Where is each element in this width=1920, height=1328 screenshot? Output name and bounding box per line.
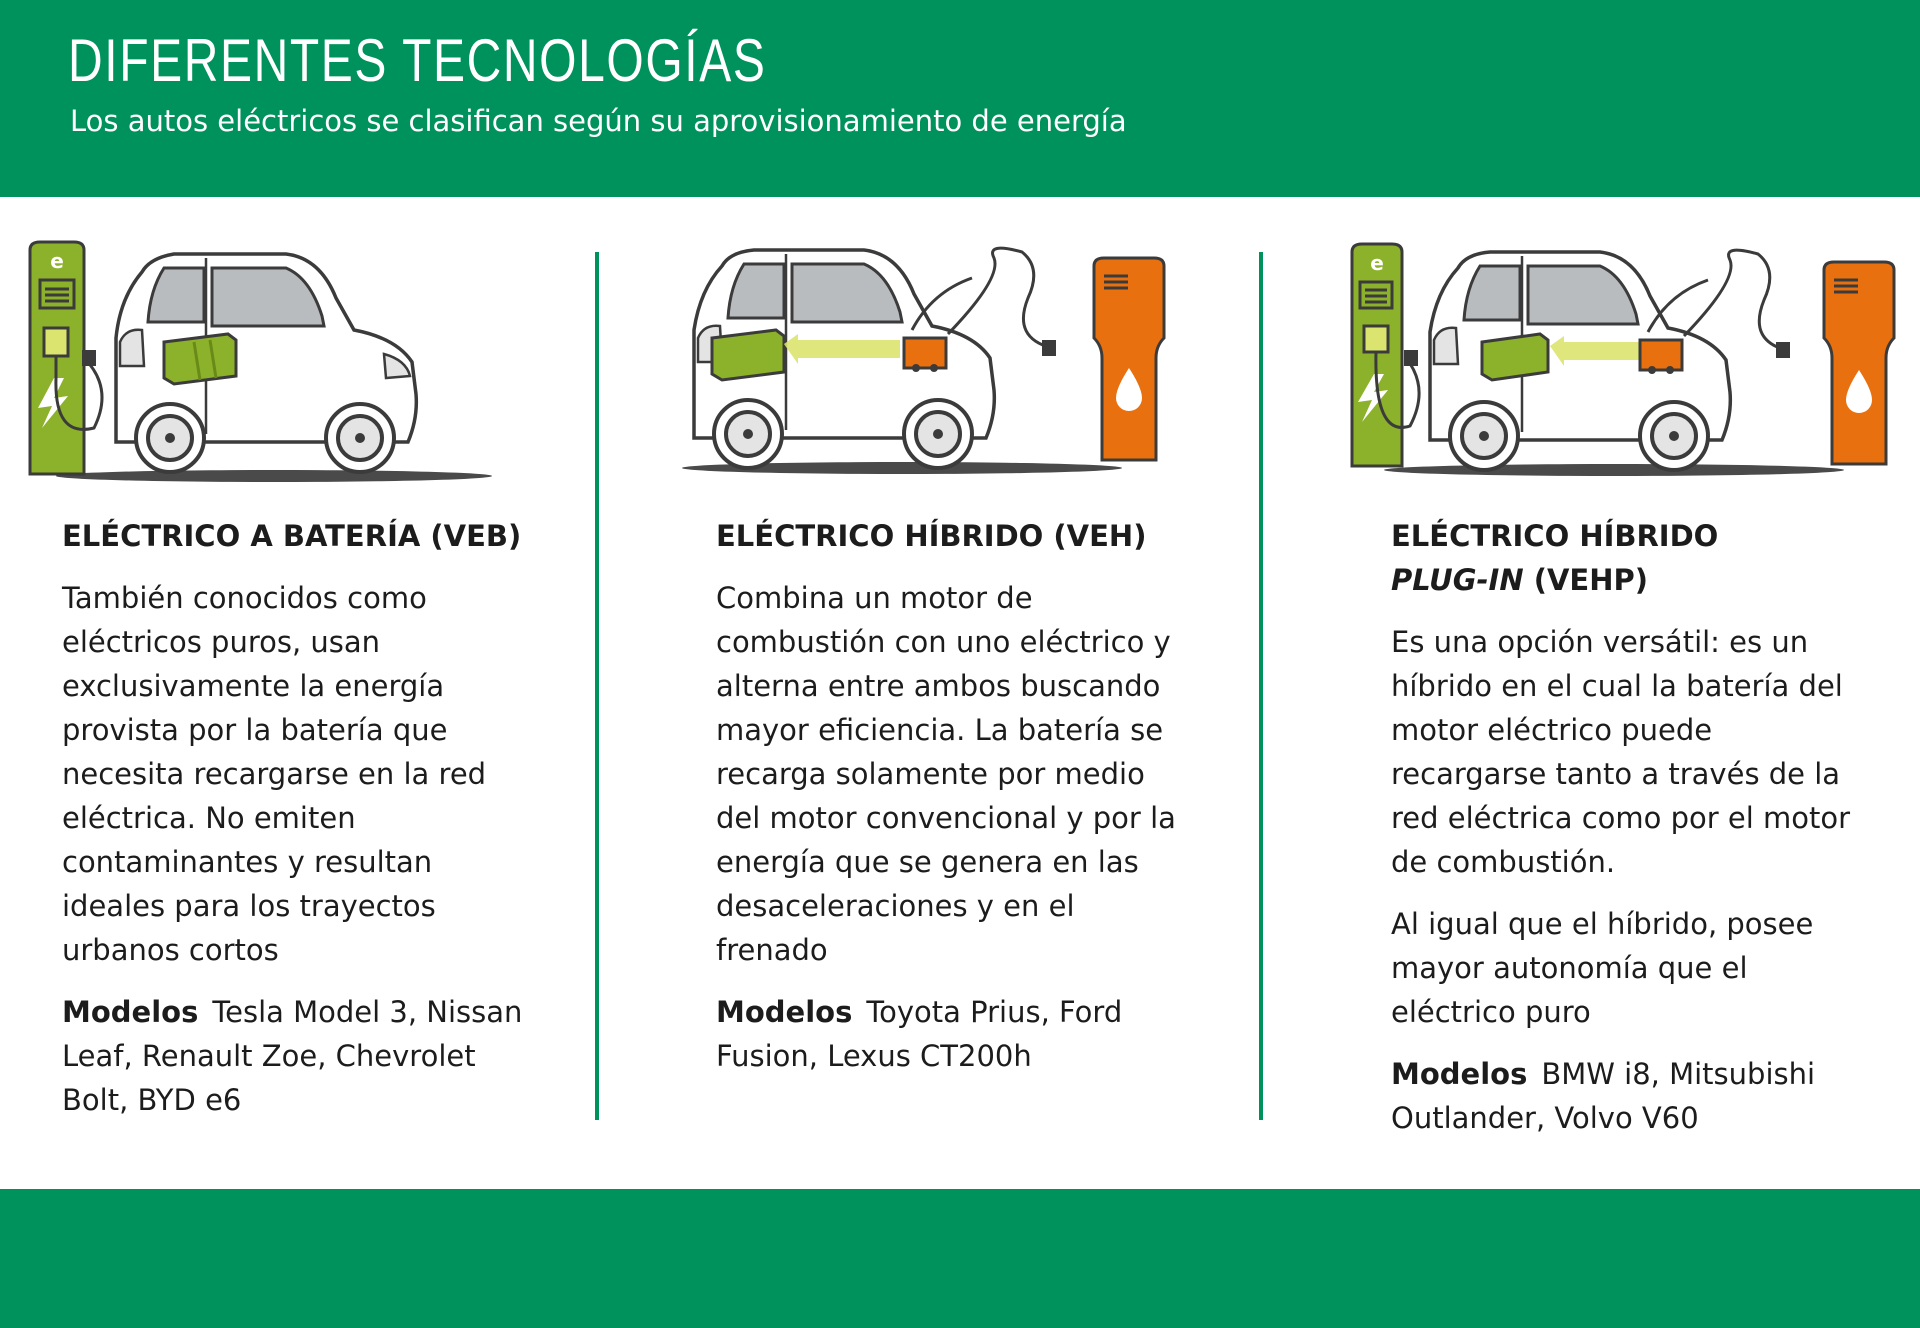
page-title: DIFERENTES TECNOLOGÍAS bbox=[68, 27, 767, 94]
models-list: Tesla Model 3, Nissan Leaf, Renault Zoe, Chevrolet Bolt, BYD e6 bbox=[62, 995, 523, 1117]
column-vehp bbox=[1391, 514, 1861, 1158]
svg-text:e: e bbox=[50, 249, 64, 273]
fuel-pump-icon bbox=[1094, 258, 1164, 460]
column-veb bbox=[62, 514, 532, 1140]
illustration-vehp bbox=[1344, 238, 1904, 484]
plug-icon bbox=[82, 350, 96, 366]
battery-icon bbox=[164, 334, 236, 384]
illustration-veb bbox=[24, 238, 504, 484]
nozzle-icon bbox=[1776, 342, 1790, 358]
models-line bbox=[716, 990, 1186, 1078]
column-heading: ELÉCTRICO A BATERÍA (VEB) bbox=[62, 519, 522, 553]
column-body: Combina un motor de combustión con uno eléctrico y alterna entre ambos buscando mayor eficiencia. La batería se recarga solamente por medio del motor convencional y por la energía que se genera en las desaceleraciones y en el frenado bbox=[716, 581, 1176, 967]
heading-italic: PLUG-IN bbox=[1391, 563, 1524, 597]
fuel-hose bbox=[948, 248, 1052, 348]
illustration-veh bbox=[672, 238, 1172, 484]
models-label: Modelos bbox=[62, 995, 199, 1029]
column-body: Es una opción versátil: es un híbrido en el cual la batería del motor eléctrico puede recargarse tanto a través de la red eléctrica como por el motor de combustión. bbox=[1391, 625, 1851, 879]
column-heading bbox=[1391, 514, 1861, 602]
header-banner bbox=[0, 0, 1920, 197]
ground-shadow bbox=[56, 470, 492, 482]
models-line bbox=[1391, 1052, 1861, 1140]
fuel-pump-icon bbox=[1824, 262, 1894, 464]
page-subtitle: Los autos eléctricos se clasifican según su aprovisionamiento de energía bbox=[70, 104, 1127, 138]
models-line bbox=[62, 990, 532, 1122]
plug-icon bbox=[1404, 350, 1418, 366]
battery-icon bbox=[712, 330, 784, 380]
battery-icon bbox=[1482, 334, 1548, 380]
heading-line1: ELÉCTRICO HÍBRIDO bbox=[1391, 519, 1719, 553]
column-body: También conocidos como eléctricos puros, usan exclusivamente la energía provista por la batería que necesita recargarse en la red eléctrica. No emiten contaminantes y resultan ideales para los trayectos urbanos cortos bbox=[62, 581, 487, 967]
ground-shadow bbox=[1384, 464, 1844, 476]
footer-banner bbox=[0, 1189, 1920, 1328]
column-divider bbox=[1259, 252, 1263, 1120]
engine-icon bbox=[904, 338, 946, 372]
column-body-2: Al igual que el híbrido, posee mayor autonomía que el eléctrico puro bbox=[1391, 907, 1814, 1029]
car-icon bbox=[1430, 252, 1730, 470]
charging-station-icon bbox=[30, 242, 84, 474]
models-label: Modelos bbox=[716, 995, 853, 1029]
column-veh bbox=[716, 514, 1186, 1096]
engine-icon bbox=[1640, 340, 1682, 374]
models-list: Toyota Prius, Ford Fusion, Lexus CT200h bbox=[716, 995, 1123, 1073]
models-label: Modelos bbox=[1391, 1057, 1528, 1091]
heading-rest: (VEHP) bbox=[1533, 563, 1649, 597]
column-divider bbox=[595, 252, 599, 1120]
models-list: BMW i8, Mitsubishi Outlander, Volvo V60 bbox=[1391, 1057, 1816, 1135]
nozzle-icon bbox=[1042, 340, 1056, 356]
svg-text:e: e bbox=[1370, 251, 1384, 275]
fuel-hose bbox=[1684, 250, 1786, 350]
column-heading: ELÉCTRICO HÍBRIDO (VEH) bbox=[716, 519, 1147, 553]
car-icon bbox=[116, 254, 416, 472]
